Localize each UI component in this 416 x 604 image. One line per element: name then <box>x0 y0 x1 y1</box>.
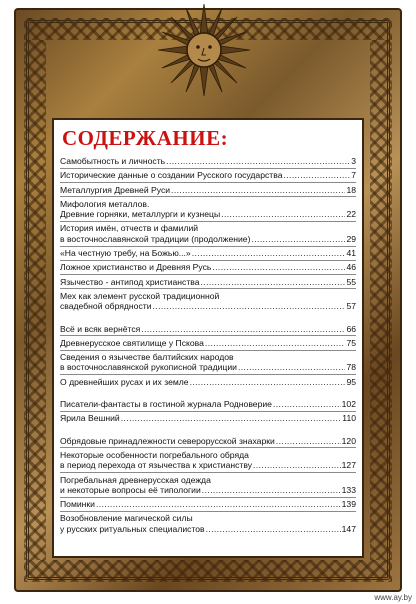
toc-entry-row <box>60 413 356 423</box>
toc-entry-page: 127 <box>341 460 356 471</box>
toc-entry-row <box>60 324 356 334</box>
dot-leader <box>201 277 346 287</box>
entry-separator <box>60 511 356 512</box>
sun-face-emblem <box>158 4 250 96</box>
dot-leader <box>171 185 345 195</box>
entry-separator <box>60 168 356 169</box>
toc-entry-title: и некоторые вопросы её типологии <box>60 484 201 495</box>
entry-separator <box>60 182 356 183</box>
dot-leader <box>273 399 341 409</box>
toc-entry[interactable] <box>60 413 356 423</box>
toc-entry[interactable] <box>60 436 356 446</box>
toc-entry-title: Исторические данные о создании Русского государства <box>60 170 283 181</box>
dot-leader <box>251 234 345 244</box>
toc-entry-row <box>60 234 356 244</box>
toc-entry-row <box>60 399 356 409</box>
toc-entry-title-line: История имён, отчеств и фамилий <box>60 223 199 234</box>
dot-leader <box>202 485 341 495</box>
dot-leader <box>166 156 350 166</box>
toc-entry-page: 41 <box>346 248 356 259</box>
dot-leader <box>283 170 350 180</box>
dot-leader <box>141 324 345 334</box>
toc-entry-title: у русских ритуальных специалистов <box>60 523 205 534</box>
entry-separator <box>60 288 356 289</box>
contents-panel <box>52 118 364 558</box>
toc-entry[interactable] <box>60 499 356 509</box>
toc-entry[interactable] <box>60 377 356 387</box>
entry-separator <box>60 274 356 275</box>
toc-entry-title-line: Возобновление магической силы <box>60 513 193 524</box>
entry-separator <box>60 335 356 336</box>
entry-separator <box>60 447 356 448</box>
toc-entry-page: 95 <box>346 376 356 387</box>
toc-entry-page: 18 <box>346 184 356 195</box>
dot-leader <box>238 362 346 372</box>
toc-entry-title: в восточнославянской традиции (продолжение) <box>60 233 251 244</box>
toc-entry-page: 46 <box>346 262 356 273</box>
toc-entry-page: 7 <box>351 170 356 181</box>
entry-separator <box>60 221 356 222</box>
toc-entry[interactable] <box>60 248 356 258</box>
toc-entry[interactable] <box>60 277 356 287</box>
toc-entry-page: 3 <box>351 156 356 166</box>
toc-entry-title-line: Некоторые особенности погребального обряда <box>60 449 249 460</box>
group-gap <box>60 312 356 324</box>
toc-entry-row <box>60 362 356 372</box>
group-gap <box>60 387 356 399</box>
toc-entry-title: Обрядовые принадлежности северорусской знахарки <box>60 435 275 446</box>
group-gap <box>60 424 356 436</box>
entry-separator <box>60 472 356 473</box>
toc-entry-title: Поминки <box>60 499 95 510</box>
dot-leader <box>221 209 345 219</box>
toc-entry-row <box>60 248 356 258</box>
toc-list <box>60 156 356 534</box>
toc-entry[interactable] <box>60 291 356 312</box>
toc-entry-title: Металлургия Древней Руси <box>60 184 171 195</box>
dot-leader <box>192 248 346 258</box>
toc-entry-row <box>60 377 356 387</box>
dot-leader <box>190 377 346 387</box>
dot-leader <box>121 413 342 423</box>
dot-leader <box>212 262 345 272</box>
dot-leader <box>253 460 341 470</box>
toc-entry-row <box>60 460 356 470</box>
toc-entry[interactable] <box>60 513 356 534</box>
toc-entry-title: Язычество - антипод христианства <box>60 276 200 287</box>
toc-entry[interactable] <box>60 199 356 220</box>
toc-entry-title: свадебной обрядности <box>60 301 152 312</box>
toc-entry-page: 139 <box>341 499 356 510</box>
toc-entry-row <box>60 301 356 311</box>
toc-entry-row <box>60 262 356 272</box>
entry-separator <box>60 260 356 261</box>
toc-entry-row <box>60 156 356 166</box>
toc-entry-title-line: Погребальная древнерусская одежда <box>60 474 211 485</box>
dot-leader <box>153 301 346 311</box>
toc-entry-row <box>60 485 356 495</box>
toc-entry-page: 147 <box>341 523 356 534</box>
entry-separator <box>60 350 356 351</box>
toc-entry[interactable] <box>60 156 356 166</box>
toc-entry-title: в восточнославянской рукописной традиции <box>60 362 237 373</box>
toc-entry-title: О древнейших русах и их земле <box>60 376 189 387</box>
dot-leader <box>205 338 346 348</box>
contents-title: СОДЕРЖАНИЕ: <box>62 126 229 150</box>
toc-entry[interactable] <box>60 475 356 496</box>
toc-entry[interactable] <box>60 399 356 409</box>
toc-entry-title-line: Мех как элемент русской традиционной <box>60 290 220 301</box>
toc-entry[interactable] <box>60 223 356 244</box>
toc-entry[interactable] <box>60 185 356 195</box>
toc-entry-title: «На честную требу, на Божью...» <box>60 248 191 259</box>
toc-entry[interactable] <box>60 262 356 272</box>
toc-entry-title-line: Мифология металлов. <box>60 198 150 209</box>
dot-leader <box>206 524 341 534</box>
toc-entry[interactable] <box>60 324 356 334</box>
entry-separator <box>60 497 356 498</box>
toc-entry[interactable] <box>60 338 356 348</box>
toc-entry[interactable] <box>60 352 356 373</box>
toc-entry-page: 22 <box>346 209 356 220</box>
entry-separator <box>60 246 356 247</box>
entry-separator <box>60 374 356 375</box>
entry-separator <box>60 411 356 412</box>
toc-entry-page: 78 <box>346 362 356 373</box>
toc-entry-row <box>60 436 356 446</box>
dot-leader <box>276 436 341 446</box>
entry-separator <box>60 196 356 197</box>
toc-entry-row <box>60 209 356 219</box>
toc-entry-page: 55 <box>346 276 356 287</box>
toc-entry-page: 133 <box>341 484 356 495</box>
toc-entry-page: 29 <box>346 233 356 244</box>
toc-entry-title-line: Сведения о язычестве балтийских народов <box>60 352 234 363</box>
toc-entry-title: Всё и всяк вернётся <box>60 323 141 334</box>
toc-entry-title: Самобытность и личность <box>60 156 166 166</box>
toc-entry-row <box>60 170 356 180</box>
toc-entry-page: 102 <box>341 399 356 410</box>
toc-entry-title: Ярила Вешний <box>60 413 120 424</box>
toc-entry[interactable] <box>60 170 356 180</box>
toc-entry-row <box>60 185 356 195</box>
toc-entry-row <box>60 277 356 287</box>
toc-entry-page: 57 <box>346 301 356 312</box>
toc-entry-title: в период перехода от язычества к христианству <box>60 460 253 471</box>
toc-entry-row <box>60 499 356 509</box>
toc-entry-title: Писатели-фантасты в гостиной журнала Родноверие <box>60 399 272 410</box>
toc-entry-page: 66 <box>346 323 356 334</box>
dot-leader <box>96 499 341 509</box>
toc-entry-page: 75 <box>346 337 356 348</box>
toc-entry-title: Древнерусское святилище у Пскова <box>60 337 204 348</box>
toc-entry-title: Древние горняки, металлурги и кузнецы <box>60 209 221 220</box>
toc-entry-page: 110 <box>342 413 356 424</box>
toc-entry-title: Ложное христианство и Древняя Русь <box>60 262 212 273</box>
toc-entry-page: 120 <box>341 435 356 446</box>
toc-entry-row <box>60 524 356 534</box>
toc-entry[interactable] <box>60 450 356 471</box>
watermark: www.ay.by <box>374 593 412 602</box>
toc-entry-row <box>60 338 356 348</box>
